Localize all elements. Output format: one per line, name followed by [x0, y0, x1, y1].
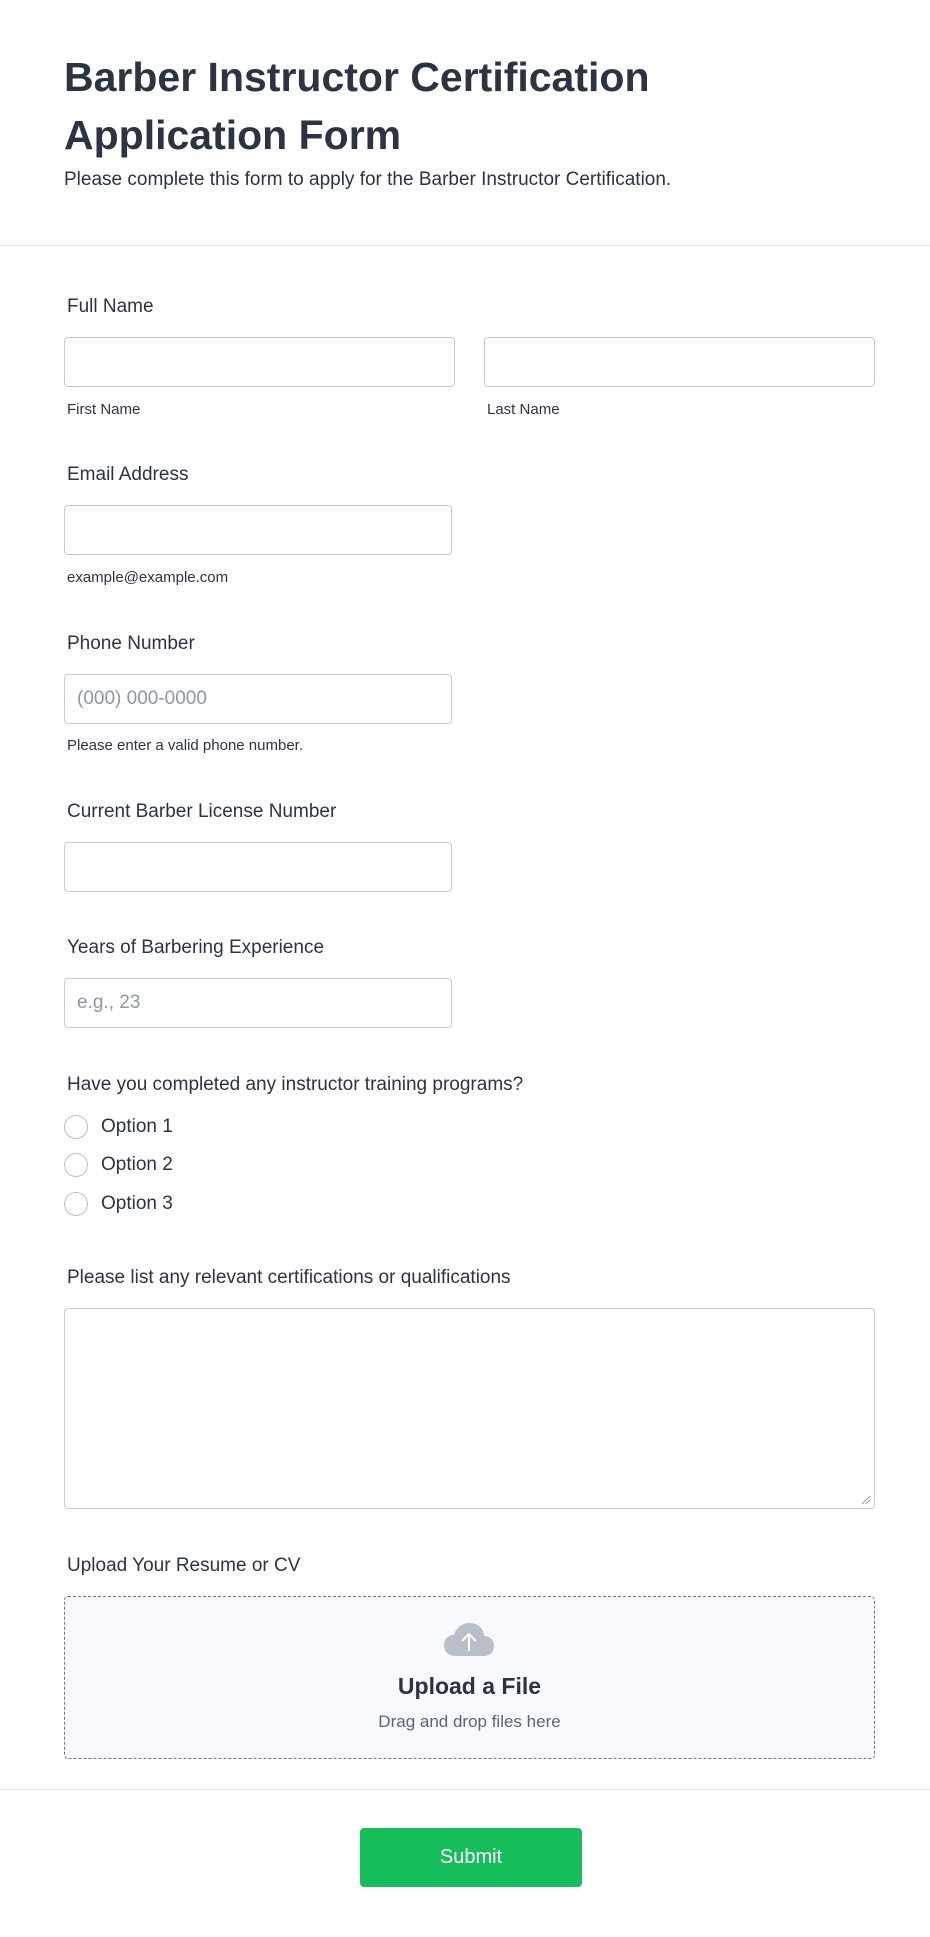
training-option-label: Option 1 — [101, 1116, 173, 1137]
radio-button[interactable] — [64, 1153, 88, 1177]
footer-divider — [0, 1789, 930, 1790]
training-option-1[interactable] — [64, 1114, 173, 1140]
radio-button[interactable] — [64, 1192, 88, 1216]
resize-grip-icon[interactable] — [859, 1493, 871, 1505]
file-upload-dropzone[interactable] — [64, 1596, 875, 1759]
phone-sublabel: Please enter a valid phone number. — [67, 737, 303, 754]
certifications-label: Please list any relevant certifications or qualifications — [67, 1267, 511, 1288]
email-label: Email Address — [67, 464, 189, 485]
first-name-input[interactable] — [64, 337, 455, 387]
full-name-label: Full Name — [67, 296, 154, 317]
license-input[interactable] — [64, 842, 452, 892]
submit-button[interactable]: Submit — [360, 1828, 582, 1887]
upload-title: Upload a File — [397, 1673, 542, 1699]
radio-button[interactable] — [64, 1115, 88, 1139]
cloud-upload-icon — [444, 1623, 494, 1657]
email-input[interactable] — [64, 505, 452, 555]
training-option-label: Option 2 — [101, 1154, 173, 1175]
training-option-label: Option 3 — [101, 1193, 173, 1214]
form-subtitle: Please complete this form to apply for the Barber Instructor Certification. — [64, 169, 672, 190]
last-name-input[interactable] — [484, 337, 875, 387]
last-name-sublabel: Last Name — [487, 401, 560, 418]
certifications-textarea[interactable] — [64, 1308, 875, 1509]
form-header — [0, 0, 930, 246]
experience-label: Years of Barbering Experience — [67, 937, 325, 958]
license-label: Current Barber License Number — [67, 801, 337, 822]
upload-label: Upload Your Resume or CV — [67, 1555, 301, 1576]
upload-hint: Drag and drop files here — [378, 1712, 561, 1731]
form-title: Barber Instructor Certification Application Form — [64, 54, 650, 158]
experience-input[interactable] — [64, 978, 452, 1028]
first-name-sublabel: First Name — [67, 401, 141, 418]
email-sublabel: example@example.com — [67, 569, 229, 586]
training-option-2[interactable] — [64, 1152, 173, 1178]
phone-label: Phone Number — [67, 633, 195, 654]
training-label: Have you completed any instructor training programs? — [67, 1074, 524, 1095]
phone-input[interactable] — [64, 674, 452, 724]
training-option-3[interactable] — [64, 1191, 173, 1217]
